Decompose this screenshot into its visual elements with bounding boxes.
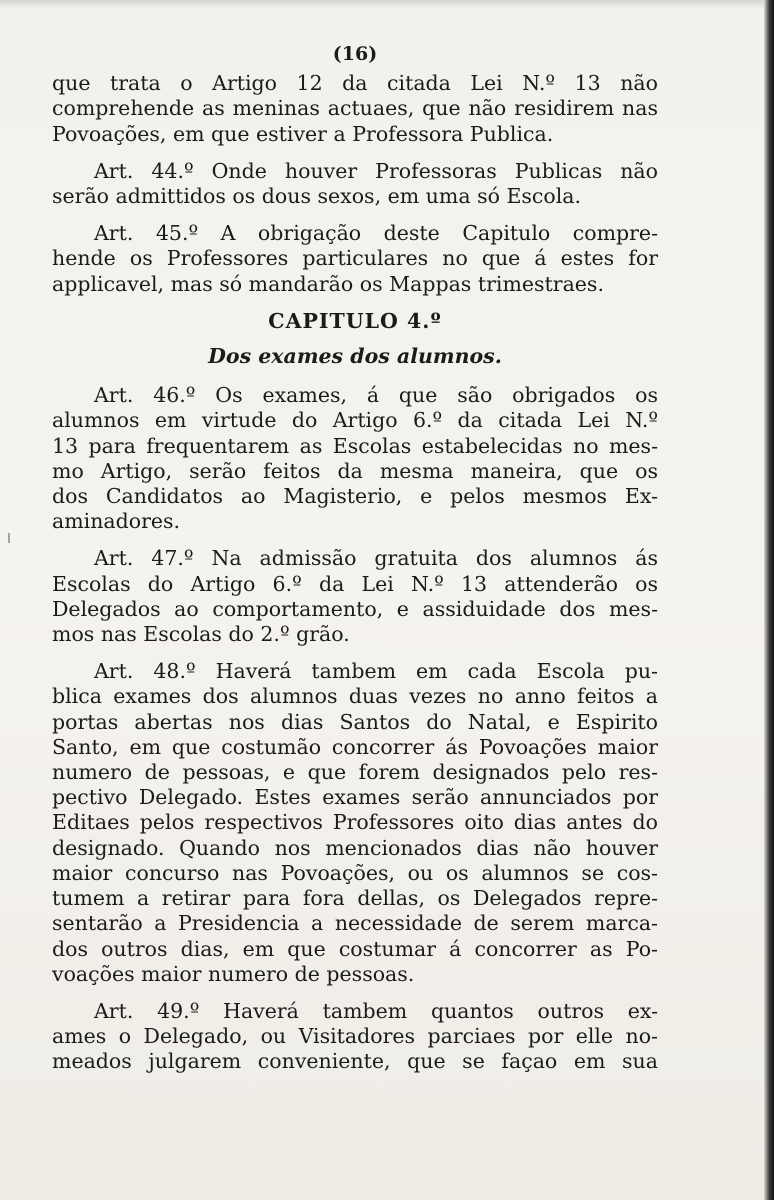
page-text: [52, 42, 658, 1087]
text-line: designado. Quando nos mencionados dias não houver: [52, 835, 658, 860]
page-top-edge: [0, 0, 774, 8]
paragraph-art-43-continuation: [52, 71, 658, 147]
text-line: Santo, em que costumão concorrer ás Povoações maior: [52, 734, 658, 759]
text-line: hende os Professores particulares no que á estes for: [52, 246, 658, 271]
text-line: voações maior numero de pessoas.: [52, 961, 415, 986]
chapter-subtitle: Dos exames dos alumnos.: [208, 344, 502, 369]
chapter-title: CAPITULO 4.º: [268, 308, 442, 333]
text-line: mo Artigo, serão feitos da mesma maneira, que os: [52, 458, 658, 483]
text-line: maior concurso nas Povoações, ou os alumnos se cos-: [52, 860, 658, 885]
text-line: portas abertas nos dias Santos do Natal, e Espirito: [52, 709, 658, 734]
text-line: numero de pessoas, e que forem designados pelo res-: [52, 760, 658, 785]
page-binding-edge: [764, 0, 774, 1200]
text-line: alumnos em virtude do Artigo 6.º da citada Lei N.º: [52, 408, 658, 433]
text-line: Art. 48.º Haverá tambem em cada Escola pu-: [94, 659, 658, 684]
text-line: Delegados ao comportamento, e assiduidade dos mes-: [52, 596, 658, 621]
text-line: Art. 44.º Onde houver Professoras Publicas não: [94, 158, 658, 183]
paragraph-art-44: [52, 159, 658, 209]
text-line: Povoações, em que estiver a Professora Publica.: [52, 121, 554, 146]
text-line: mos nas Escolas do 2.º grão.: [52, 622, 350, 647]
text-line: sentarão a Presidencia a necessidade de serem marca-: [52, 911, 658, 936]
paragraph-art-49: [52, 999, 658, 1075]
text-line: ames o Delegado, ou Visitadores parciaes por elle no-: [52, 1024, 658, 1049]
paragraph-art-46: [52, 383, 658, 534]
text-line: comprehende as meninas actuaes, que não residirem nas: [52, 96, 658, 121]
text-line: Editaes pelos respectivos Professores oito dias antes do: [52, 810, 658, 835]
text-line: aminadores.: [52, 509, 181, 534]
text-line: Escolas do Artigo 6.º da Lei N.º 13 attenderão os: [52, 571, 658, 596]
text-line: blica exames dos alumnos duas vezes no anno feitos a: [52, 684, 658, 709]
text-line: dos outros dias, em que costumar á concorrer as Po-: [52, 936, 658, 961]
text-line: Art. 45.º A obrigação deste Capitulo compre-: [94, 221, 658, 246]
text-line: applicavel, mas só mandarão os Mappas trimestraes.: [52, 271, 604, 296]
paragraph-art-45: [52, 221, 658, 297]
text-line: Art. 47.º Na admissão gratuita dos alumnos ás: [94, 546, 658, 571]
text-line: 13 para frequentarem as Escolas estabelecidas no mes-: [52, 433, 658, 458]
page-number: (16): [332, 43, 378, 65]
text-line: meados julgarem conveniente, que se façao em sua: [52, 1049, 658, 1074]
text-line: dos Candidatos ao Magisterio, e pelos mesmos Ex-: [52, 484, 658, 509]
text-line: serão admittidos os dous sexos, em uma só Escola.: [52, 184, 582, 209]
paragraph-art-48: [52, 659, 658, 987]
margin-mark: [8, 533, 10, 543]
text-line: que trata o Artigo 12 da citada Lei N.º 13 não: [52, 71, 658, 96]
text-line: Art. 49.º Haverá tambem quantos outros ex-: [94, 998, 658, 1023]
text-line: pectivo Delegado. Estes exames serão annunciados por: [52, 785, 658, 810]
paragraph-art-47: [52, 546, 658, 647]
text-line: Art. 46.º Os exames, á que são obrigados os: [94, 383, 658, 408]
text-line: tumem a retirar para fora dellas, os Delegados repre-: [52, 886, 658, 911]
